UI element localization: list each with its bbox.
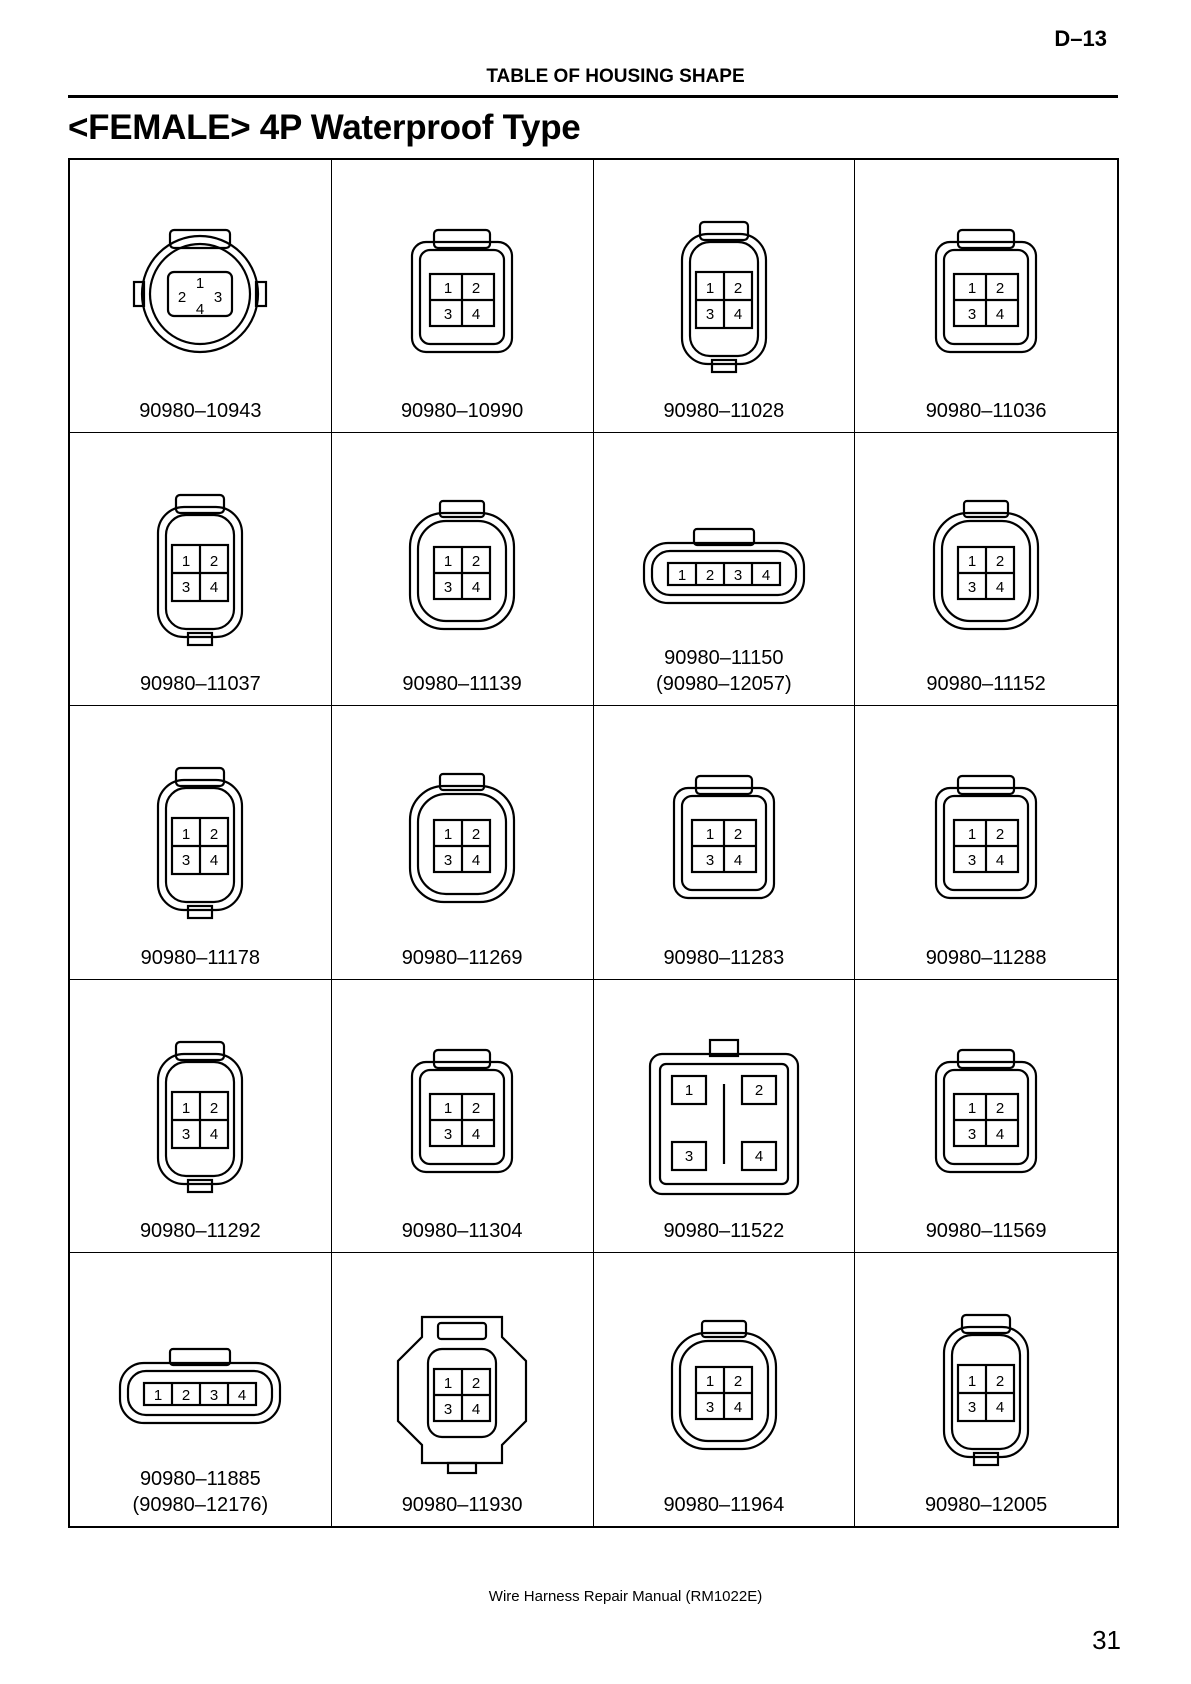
pin-number: 2 <box>178 289 187 306</box>
square-housing-4pin-icon <box>624 740 824 940</box>
square-housing-4pin-icon <box>886 740 1086 940</box>
part-number: 90980–10990 <box>400 400 524 423</box>
pin-number: 3 <box>443 306 453 323</box>
rounded-housing-4pin-icon <box>624 1287 824 1487</box>
part-number: 90980–11028 <box>663 400 785 423</box>
part-number: 90980–11150 <box>664 647 784 670</box>
tall-housing-4pin-icon <box>886 1287 1086 1487</box>
housing-shape-table <box>68 158 1119 1528</box>
pin-number: 2 <box>733 1372 743 1390</box>
pin-number: 1 <box>967 553 977 571</box>
page-number: 31 <box>1092 1625 1121 1655</box>
pin-number: 1 <box>443 1099 453 1117</box>
pin-number: 4 <box>754 1147 764 1165</box>
alternate-part-number: (90980–12057) <box>656 673 792 696</box>
part-number-label <box>332 945 593 971</box>
pin-number: 2 <box>471 280 481 297</box>
pin-number: 4 <box>471 852 481 870</box>
pin-number: 1 <box>443 826 453 844</box>
pin-number: 3 <box>705 306 715 323</box>
part-number-label <box>70 945 331 971</box>
part-number: 90980–11964 <box>663 1494 785 1516</box>
connector-cell <box>332 1253 594 1526</box>
tall-housing-4pin-icon <box>624 194 824 394</box>
tall-housing-4pin-icon <box>100 467 300 667</box>
pin-number: 3 <box>182 579 191 597</box>
part-number-label <box>594 1492 855 1518</box>
pin-number: 3 <box>443 1125 453 1143</box>
pin-number: 2 <box>733 826 743 844</box>
square-housing-4pin-icon <box>886 1014 1086 1214</box>
pin-number: 3 <box>443 579 453 597</box>
pin-number: 2 <box>705 567 715 585</box>
pin-number: 4 <box>471 579 481 597</box>
pin-number: 4 <box>733 1398 743 1416</box>
part-number-label <box>332 1218 593 1244</box>
part-number-label <box>70 398 331 424</box>
part-number: 90980–11139 <box>402 673 522 696</box>
pin-number: 3 <box>182 852 191 870</box>
pin-number: 4 <box>210 852 219 870</box>
pin-number: 1 <box>967 1099 977 1117</box>
connector-cell <box>594 980 856 1253</box>
alternate-part-number: (90980–12176) <box>132 1494 269 1516</box>
pin-number: 2 <box>210 1099 219 1117</box>
pin-number: 2 <box>182 1386 191 1404</box>
pin-number: 1 <box>967 826 977 844</box>
connector-cell <box>594 160 856 433</box>
part-number: 90980–11178 <box>140 946 261 969</box>
part-number: 90980–11283 <box>663 946 785 969</box>
pin-number: 4 <box>995 1398 1005 1416</box>
pin-number: 1 <box>182 1099 191 1117</box>
part-number: 90980–11269 <box>401 946 523 969</box>
section-title: TABLE OF HOUSING SHAPE <box>486 66 745 87</box>
part-number-label <box>70 671 331 697</box>
pin-number: 3 <box>214 289 223 306</box>
part-number: 90980–12005 <box>924 1494 1048 1516</box>
part-number: 90980–11292 <box>139 1219 261 1242</box>
pin-number: 4 <box>196 301 205 318</box>
pin-number: 3 <box>967 852 977 870</box>
pin-number: 3 <box>967 579 977 597</box>
pin-number: 3 <box>443 1400 453 1418</box>
square-housing-4pin-icon <box>362 1014 562 1214</box>
connector-cell <box>855 1253 1117 1526</box>
connector-cell <box>855 433 1117 706</box>
pin-number: 4 <box>210 1125 219 1143</box>
pin-number: 1 <box>443 280 453 297</box>
inline-housing-4pin-icon <box>100 1287 300 1487</box>
pin-number: 2 <box>471 1099 481 1117</box>
part-number: 90980–11304 <box>401 1219 523 1242</box>
part-number-label <box>70 1466 331 1518</box>
part-number: 90980–11885 <box>139 1468 261 1490</box>
rounded-housing-4pin-icon <box>362 467 562 667</box>
part-number-label <box>70 1218 331 1244</box>
pin-number: 2 <box>471 1374 481 1392</box>
part-number-label <box>594 645 855 697</box>
pin-number: 4 <box>995 306 1005 323</box>
pin-number: 1 <box>705 280 715 297</box>
part-number: 90980–11288 <box>925 946 1047 969</box>
connector-cell <box>70 706 332 979</box>
part-number-label <box>332 398 593 424</box>
pin-number: 3 <box>733 567 743 585</box>
page-code: D–13 <box>1054 26 1107 51</box>
connector-cell <box>855 706 1117 979</box>
pin-number: 3 <box>967 1125 977 1143</box>
tall-housing-4pin-icon <box>100 1014 300 1214</box>
pin-number: 1 <box>443 1374 453 1392</box>
pin-number: 1 <box>705 826 715 844</box>
pin-number: 2 <box>471 826 481 844</box>
pin-number: 4 <box>471 1125 481 1143</box>
pin-number: 2 <box>471 553 481 571</box>
connector-cell <box>594 1253 856 1526</box>
connector-cell <box>332 706 594 979</box>
part-number: 90980–11930 <box>401 1494 523 1516</box>
pin-number: 4 <box>733 852 743 870</box>
pin-number: 2 <box>995 1099 1005 1117</box>
pin-number: 2 <box>210 826 219 844</box>
rounded-housing-4pin-icon <box>886 467 1086 667</box>
part-number: 90980–11152 <box>926 673 1046 696</box>
connector-cell <box>332 980 594 1253</box>
part-number: 90980–11569 <box>925 1219 1047 1242</box>
pin-number: 3 <box>705 1398 715 1416</box>
part-number-label <box>855 671 1117 697</box>
square-housing-4pin-icon <box>886 194 1086 394</box>
part-number-label <box>594 1218 855 1244</box>
pin-number: 4 <box>471 306 481 323</box>
pin-number: 1 <box>677 567 687 585</box>
part-number: 90980–11037 <box>139 673 261 696</box>
pin-number: 2 <box>995 553 1005 571</box>
part-number-label <box>594 945 855 971</box>
footer-manual-title: Wire Harness Repair Manual (RM1022E) <box>488 1588 763 1605</box>
tall-housing-4pin-icon <box>100 740 300 940</box>
pin-number: 4 <box>995 1125 1005 1143</box>
connector-cell <box>855 160 1117 433</box>
pin-number: 4 <box>238 1386 247 1404</box>
pin-number: 3 <box>684 1147 694 1165</box>
inline-housing-4pin-icon <box>624 467 824 667</box>
pin-number: 1 <box>196 275 205 292</box>
pin-number: 4 <box>210 579 219 597</box>
pin-number: 1 <box>684 1081 694 1099</box>
connector-cell <box>332 160 594 433</box>
pin-number: 2 <box>995 1372 1005 1390</box>
page-heading: <FEMALE> 4P Waterproof Type <box>68 108 581 147</box>
pin-number: 1 <box>182 553 191 571</box>
pin-number: 4 <box>761 567 771 585</box>
pin-number: 3 <box>967 306 977 323</box>
connector-cell <box>332 433 594 706</box>
rounded-housing-4pin-icon <box>362 740 562 940</box>
connector-cell <box>70 1253 332 1526</box>
square-housing-4pin-icon <box>362 194 562 394</box>
part-number: 90980–10943 <box>139 400 262 423</box>
pin-number: 3 <box>967 1398 977 1416</box>
pin-number: 4 <box>995 852 1005 870</box>
part-number-label <box>594 398 855 424</box>
pin-number: 4 <box>995 579 1005 597</box>
pin-number: 2 <box>210 553 219 571</box>
connector-cell <box>855 980 1117 1253</box>
connector-cell <box>70 980 332 1253</box>
connector-cell <box>70 160 332 433</box>
pin-number: 1 <box>182 826 191 844</box>
pin-number: 1 <box>705 1372 715 1390</box>
pin-number: 2 <box>733 280 743 297</box>
pin-number: 2 <box>995 826 1005 844</box>
large-housing-4pin-icon <box>362 1287 562 1487</box>
connector-cell <box>594 433 856 706</box>
connector-cell <box>594 706 856 979</box>
pin-number: 3 <box>182 1125 191 1143</box>
pin-number: 1 <box>967 280 977 297</box>
pin-number: 3 <box>210 1386 219 1404</box>
pin-number: 1 <box>967 1372 977 1390</box>
part-number-label <box>855 398 1117 424</box>
pin-number: 4 <box>471 1400 481 1418</box>
part-number-label <box>855 1492 1117 1518</box>
pin-number: 4 <box>733 306 743 323</box>
part-number: 90980–11522 <box>663 1219 785 1242</box>
pin-number: 3 <box>705 852 715 870</box>
part-number-label <box>855 945 1117 971</box>
part-number-label <box>855 1218 1117 1244</box>
part-number-label <box>332 671 593 697</box>
pin-number: 2 <box>995 280 1005 297</box>
relay-housing-4pin-icon <box>624 1014 824 1214</box>
pin-number: 2 <box>754 1081 764 1099</box>
part-number: 90980–11036 <box>925 400 1047 423</box>
pin-number: 3 <box>443 852 453 870</box>
header-rule <box>68 95 1118 98</box>
pin-number: 1 <box>443 553 453 571</box>
round-housing-4pin-icon <box>100 194 300 394</box>
pin-number: 1 <box>154 1386 163 1404</box>
part-number-label <box>332 1492 593 1518</box>
connector-cell <box>70 433 332 706</box>
